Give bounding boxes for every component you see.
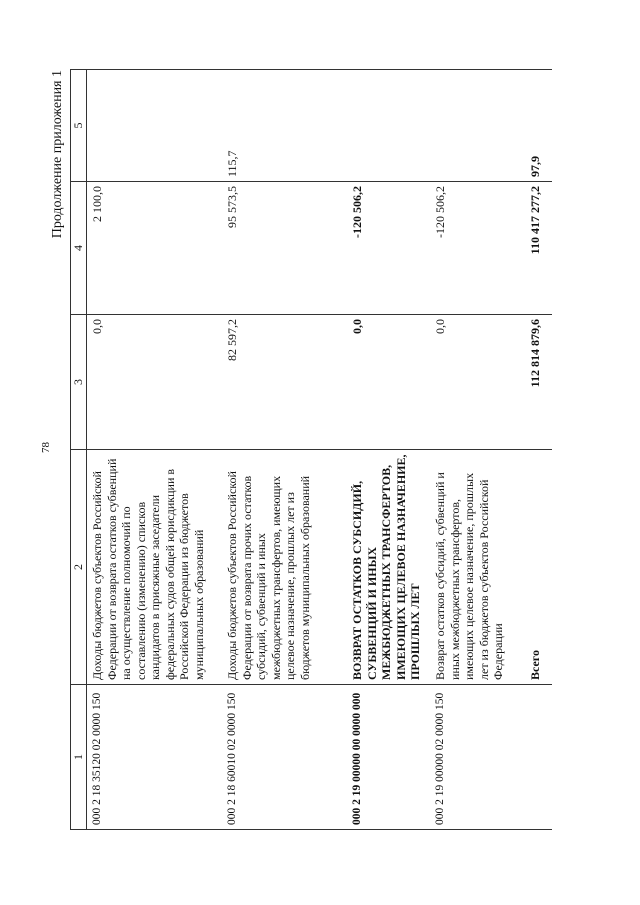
page-number: 78	[40, 442, 52, 453]
table-row	[87, 70, 223, 830]
row-value-col4: 2 100,0	[87, 182, 223, 315]
appendix-table	[70, 69, 552, 830]
row-name: ВОЗВРАТ ОСТАТКОВ СУБСИДИЙ, СУБВЕНЦИЙ И ИНЫХ МЕЖБЮДЖЕТНЫХ ТРАНСФЕРТОВ, ИМЕЮЩИХ ЦЕЛЕВОЕ НАЗНАЧЕНИЕ, ПРОШЛЫХ ЛЕТ	[347, 450, 430, 685]
row-name: Возврат остатков субсидий, субвенций и иных межбюджетных трансфертов, имеющих целевое назначение, прошлых лет из бюджетов субъектов Российской Федерации	[430, 450, 525, 685]
continuation-label: Продолжение приложения 1	[50, 70, 65, 239]
total-code-cell	[525, 685, 552, 830]
row-code: 000 2 18 35120 02 0000 150	[87, 685, 223, 830]
row-value-col3: 0,0	[430, 315, 525, 450]
total-label: Всего	[525, 450, 552, 685]
table-row-section	[347, 70, 430, 830]
row-name: Доходы бюджетов субъектов Российской Федерации от возврата остатков субвенций на осуществление полномочий по составлению (изменению) списков кандидатов в присяжные заседатели федеральных судов общей юрисдикции в Российской Федерации из бюджетов муниципальных образований	[87, 450, 223, 685]
row-value-col4: -120 506,2	[430, 182, 525, 315]
total-value-col5: 97,9	[525, 70, 552, 182]
table-row	[222, 70, 347, 830]
row-value-col4: 95 573,5	[222, 182, 347, 315]
row-code: 000 2 19 00000 02 0000 150	[430, 685, 525, 830]
header-col-1: 1	[71, 685, 87, 830]
header-col-5: 5	[71, 70, 87, 182]
total-row	[525, 70, 552, 830]
row-value-col3: 0,0	[347, 315, 430, 450]
table-row	[430, 70, 525, 830]
row-code: 000 2 19 00000 00 0000 000	[347, 685, 430, 830]
row-value-col5	[430, 70, 525, 182]
row-value-col3: 0,0	[87, 315, 223, 450]
row-value-col3: 82 597,2	[222, 315, 347, 450]
header-col-3: 3	[71, 315, 87, 450]
row-code: 000 2 18 60010 02 0000 150	[222, 685, 347, 830]
total-value-col4: 110 417 277,2	[525, 182, 552, 315]
header-col-4: 4	[71, 182, 87, 315]
row-value-col5	[347, 70, 430, 182]
row-name: Доходы бюджетов субъектов Российской Федерации от возврата прочих остатков субсидий, субвенций и иных межбюджетных трансфертов, имеющих целевое назначение, прошлых лет из бюджетов муниципальных образований	[222, 450, 347, 685]
row-value-col4: -120 506,2	[347, 182, 430, 315]
header-row	[71, 70, 87, 830]
header-col-2: 2	[71, 450, 87, 685]
row-value-col5	[87, 70, 223, 182]
row-value-col5: 115,7	[222, 70, 347, 182]
total-value-col3: 112 814 879,6	[525, 315, 552, 450]
